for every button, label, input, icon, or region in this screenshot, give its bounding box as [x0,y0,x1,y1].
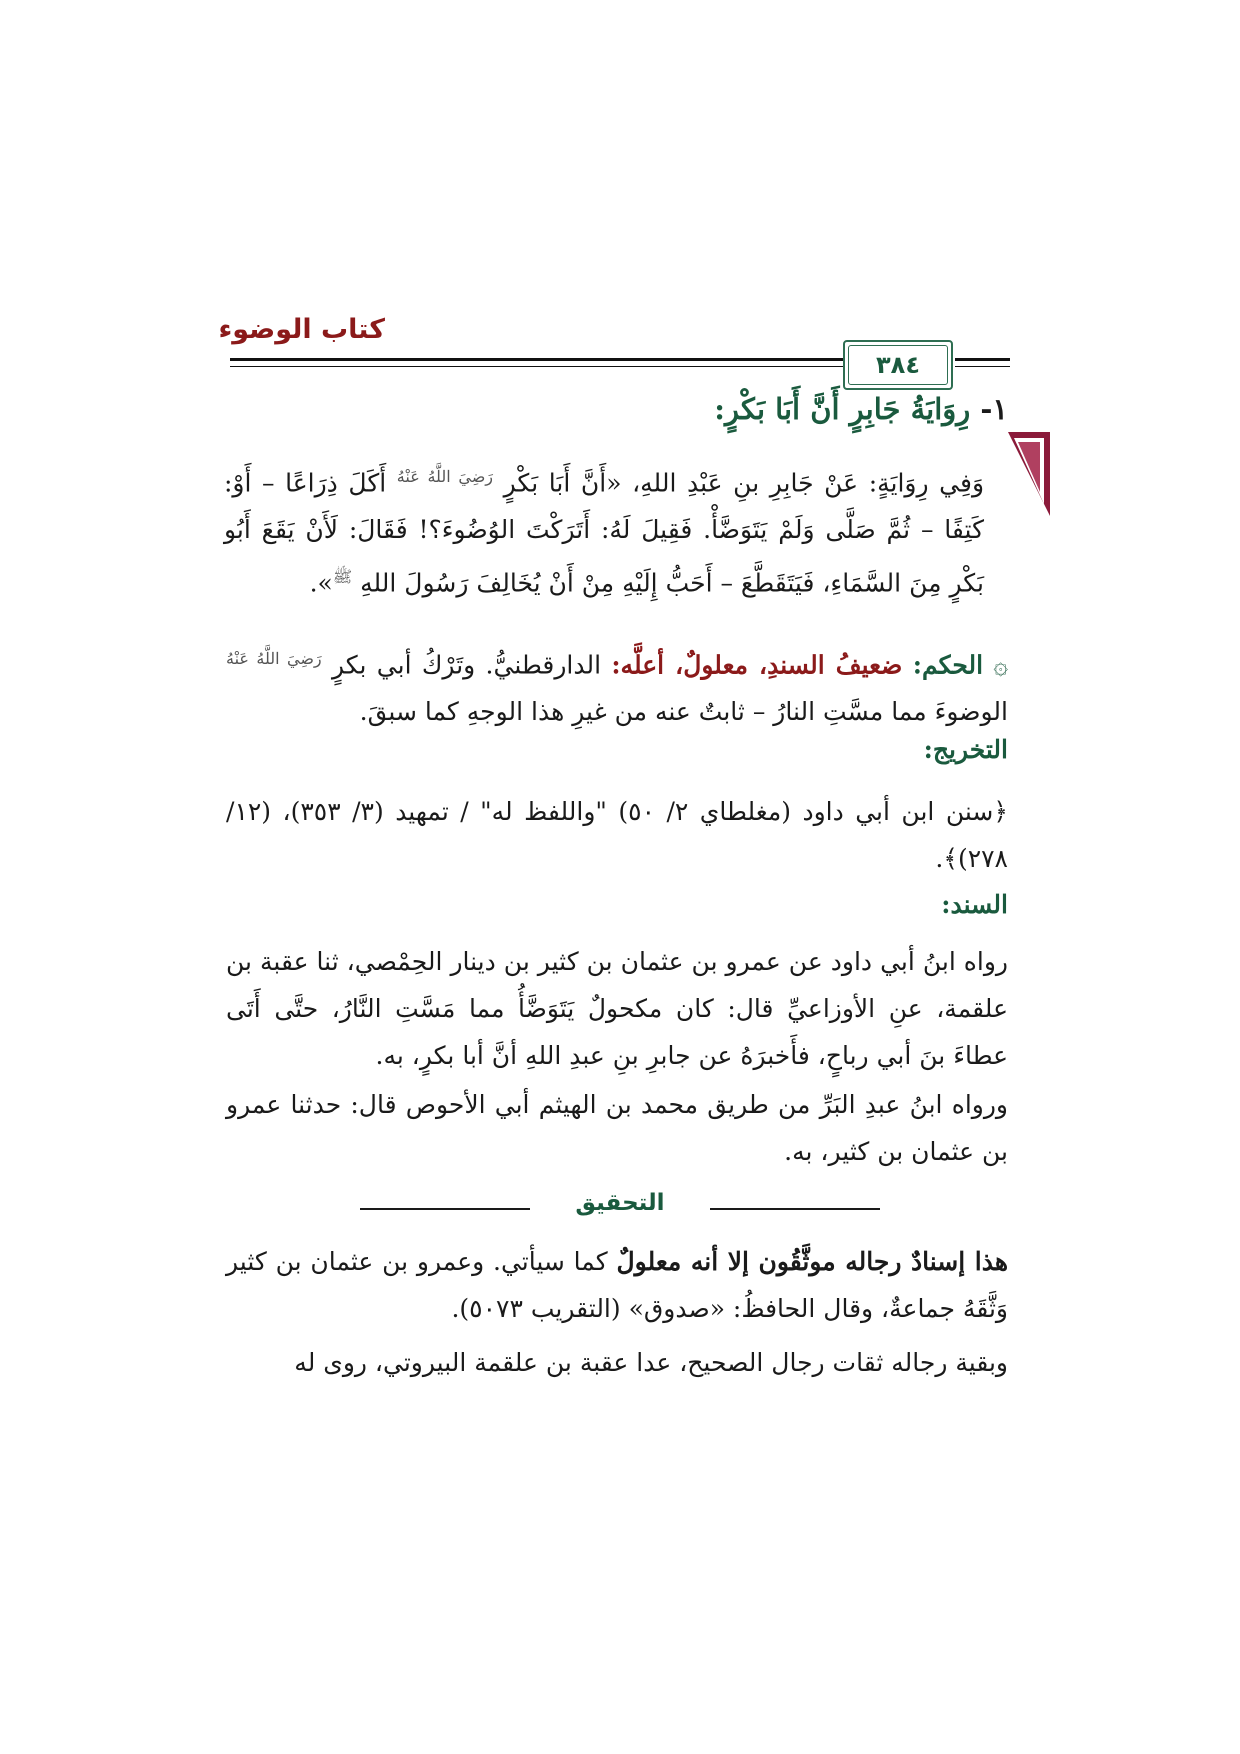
section-number: ١- [980,392,1008,426]
honorific: رَضِيَ اللَّهُ عَنْهُ [226,649,322,668]
corner-ornament-icon [1008,432,1050,516]
honorific: رَضِيَ اللَّهُ عَنْهُ [396,467,494,486]
tahqiq-heading: التحقيق [575,1190,665,1216]
ruling-label: الحكم: [912,650,984,680]
narration-part: أَكَلَ ذِرَاعًا – أَوْ: كَتِفًا – ثُمَّ صَلَّى وَلَمْ يَتَوَضَّأْ. فَقِيلَ لَهُ: أَتَرَكْتَ الوُضُوءَ؟! فَقَالَ: لَأَنْ يَقَعَ أَبُو بَكْرٍ مِنَ السَّمَاءِ، فَيَتَقَطَّعَ – أَحَبُّ إِلَيْهِ مِنْ أَنْ يُخَالِفَ رَسُولَ اللهِ [224,468,984,598]
sanad-paragraph: ورواه ابنُ عبدِ البَرِّ من طريق محمد بن الهيثم أبي الأحوص قال: حدثنا عمرو بن عثمان بن كثير، به. [226,1090,1008,1166]
tahqiq-paragraph [226,1238,1008,1332]
page-number-frame [843,340,953,390]
sanad-paragraph: رواه ابنُ أبي داود عن عمرو بن عثمان بن كثير بن دينار الحِمْصي، ثنا عقبة بن علقمة، عنِ الأوزاعيِّ قال: كان مكحولٌ يَتَوَضَّأُ مما مَسَّتِ النَّارُ، حتَّى أَتَى عطاءَ بنَ أبي رباحٍ، فأَخبرَهُ عن جابرِ بنِ عبدِ اللهِ أنَّ أبا بكرٍ، به. [226,947,1009,1070]
tahqiq-paragraph: وبقية رجاله ثقات رجال الصحيح، عدا عقبة بن علقمة البيروتي، روى له [294,1348,1008,1377]
header-rule [955,366,1010,367]
narration-part: ». [309,568,333,598]
tahqiq-bold: هذا إسنادٌ رجاله موثَّقُون إلا أنه معلولٌ [616,1247,1009,1276]
narration-part: وَفِي رِوَايَةٍ: عَنْ جَابِرِ بنِ عَبْدِ اللهِ، «أَنَّ أَبَا بَكْرٍ [503,468,985,498]
page-number: ٣٨٤ [876,351,920,379]
tahqiq-divider [360,1190,880,1222]
ornament-star-icon: ۞ [993,650,1009,680]
ruling-text: الوضوءَ مما مسَّتِ النارُ – ثابتٌ عنه من غيرِ هذا الوجهِ كما سبقَ. [359,697,1008,727]
honorific: ﷺ [332,567,353,587]
takhrij-text: ﴿سنن ابن أبي داود (مغلطاي ٢/ ٥٠) "واللفظ له" / تمهيد (٣/ ٣٥٣)، (١٢/ ٢٧٨)﴾. [226,797,1008,873]
takhrij-heading: التخريج: [923,735,1008,764]
section-title [226,392,1008,426]
narration-text [224,453,1008,607]
section-title-text: رِوَايَةُ جَابِرٍ أَنَّ أَبَا بَكْرٍ: [714,392,971,426]
header-rule [230,366,843,367]
running-head: كتاب الوضوء [218,314,385,345]
sanad-heading: السند: [941,890,1008,919]
header-rule [230,358,843,361]
tahqiq-text: كما سيأتي. وعمرو بن عثمان بن كثير وَثَّقَهُ جماعةٌ، وقال الحافظُ: «صدوق» (التقريب ٥٠٧٣). [226,1247,1008,1323]
header-rule [955,358,1010,361]
ruling-text: الدارقطنيُّ. وتَرْكُ أبي بكرٍ [331,650,602,680]
ruling-verdict: ضعيفُ السندِ، معلولٌ، أعلَّه: [611,650,903,680]
ruling-paragraph [226,635,1008,735]
